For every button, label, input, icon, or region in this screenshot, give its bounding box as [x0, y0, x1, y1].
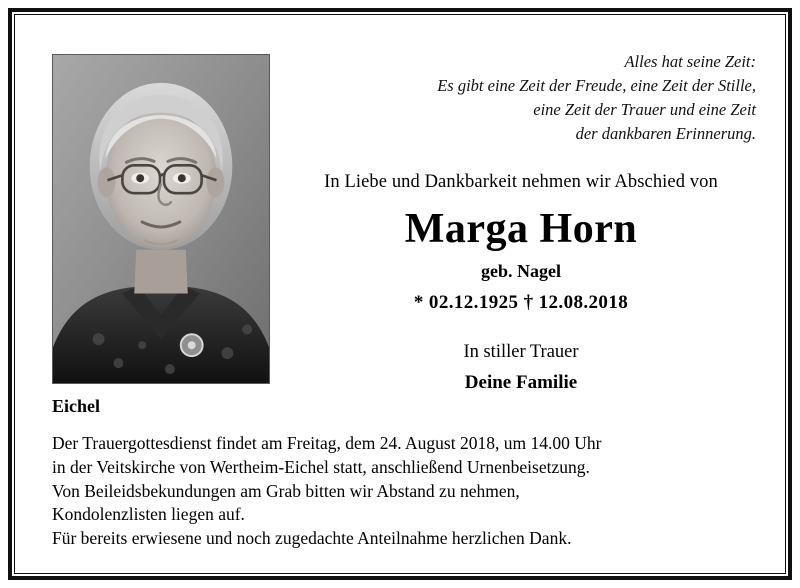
birth-death-dates: * 02.12.1925 † 12.08.2018 — [413, 291, 629, 313]
notice-content — [22, 22, 778, 566]
service-details — [52, 432, 760, 551]
mourning-line: In stiller Trauer — [463, 341, 579, 362]
details-line-5: Für bereits erwiesene und noch zugedachte Anteilnahme herzlichen Dank. — [52, 528, 572, 549]
details-line-1: Der Trauergottesdienst findet am Freitag, dem 24. August 2018, um 14.00 Uhr — [52, 433, 602, 453]
verse-line-4: der dankbaren Erinnerung. — [575, 123, 756, 143]
family-line: Deine Familie — [464, 371, 578, 393]
verse-line-3: eine Zeit der Trauer und eine Zeit — [533, 99, 756, 119]
verse-line-2: Es gibt eine Zeit der Freude, eine Zeit der Stille, — [437, 75, 756, 95]
details-line-2: in der Veitskirche von Wertheim-Eichel statt, anschließend Urnenbeisetzung. — [52, 456, 590, 477]
notice-text-column — [280, 50, 762, 394]
verse-line-1: Alles hat seine Zeit: — [624, 52, 756, 71]
deceased-name: Marga Horn — [404, 205, 638, 252]
verse-block — [280, 50, 762, 146]
portrait-image — [53, 55, 269, 383]
portrait-photo — [52, 54, 270, 384]
maiden-name: geb. Nagel — [481, 260, 561, 281]
details-line-3: Von Beileidsbekundungen am Grab bitten wir Abstand zu nehmen, — [52, 480, 520, 501]
lead-line: In Liebe und Dankbarkeit nehmen wir Abschied von — [324, 171, 718, 192]
details-line-4: Kondolenzlisten liegen auf. — [52, 504, 245, 525]
place-name: Eichel — [52, 396, 100, 416]
